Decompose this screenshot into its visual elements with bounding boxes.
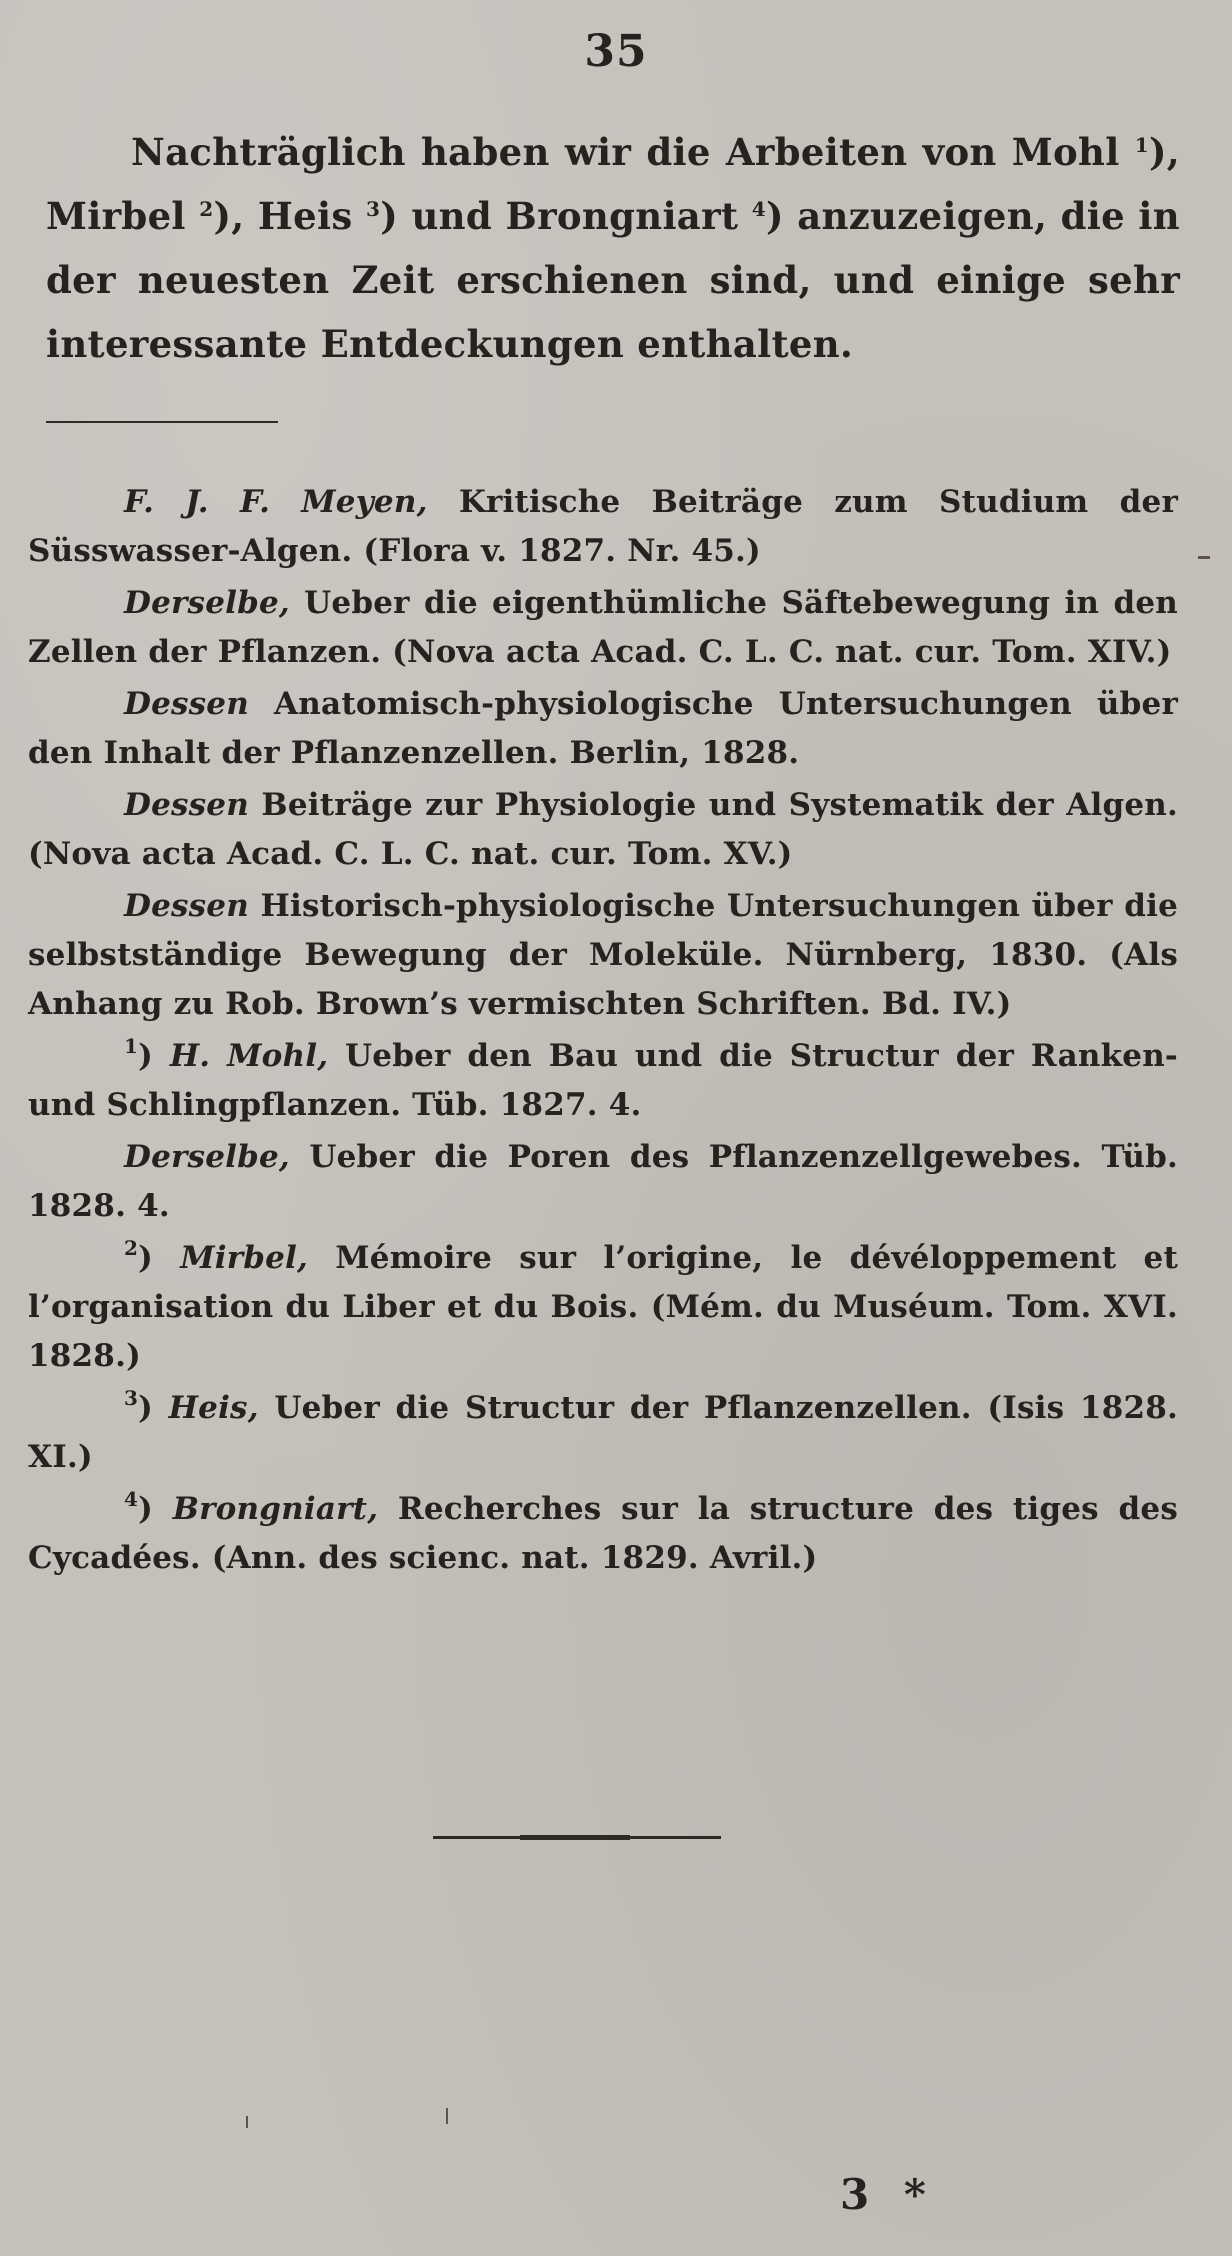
footnote-ref-3: 3	[365, 197, 381, 221]
footnote-text: Mémoire sur l’origine, le dévéloppement et l’organisation du Liber et du Bois. (Mém. du Muséum. Tom. XVI. 1828.)	[28, 1240, 1178, 1374]
footnote-ref-2: 2	[199, 197, 214, 221]
footnote-entry	[28, 579, 1178, 677]
paper-speck	[246, 2116, 248, 2128]
footnote-author: Mirbel,	[180, 1240, 309, 1276]
footnote-author: F. J. F. Meyen,	[124, 484, 428, 520]
footnote-author: Dessen	[124, 686, 249, 722]
footnote-marker: 2	[124, 1236, 139, 1260]
footnote-entry	[28, 781, 1178, 879]
footnote-entry	[28, 882, 1178, 1029]
footnote-text: Ueber die eigenthümliche Säftebewegung in den Zellen der Pflanzen. (Nova acta Acad. C. L. C. nat. cur. Tom. XIV.)	[28, 585, 1178, 670]
footnote-entry: $^4$) Brongniart, Recherches sur la structure des tiges des Cycadées. (Ann. des scienc. nat. 1829. Avril.)	[28, 1487, 1178, 1576]
footnote-ref-4: 4	[751, 197, 766, 221]
footnotes-section	[28, 478, 1178, 1586]
footnote-entry	[28, 680, 1178, 778]
footnote-text: Beiträge zur Physiologie und Systematik der Algen. (Nova acta Acad. C. L. C. nat. cur. Tom. XV.)	[28, 787, 1178, 872]
main-text-part-1: Nachträglich haben wir die Arbeiten von Mohl	[131, 130, 1135, 174]
footnote-author: Derselbe,	[124, 1139, 290, 1175]
footnote-marker: 4	[124, 1487, 139, 1511]
footnote-text: Ueber den Bau und die Structur der Ranken- und Schlingpflanzen. Tüb. 1827. 4.	[28, 1038, 1178, 1123]
paper-speck	[1198, 556, 1210, 559]
main-text-part-4: ) und Brongniart	[380, 194, 752, 238]
footnote-author: Heis,	[168, 1390, 259, 1426]
signature-mark: 3 *	[840, 2170, 936, 2219]
footnote-entry	[28, 1133, 1178, 1231]
footnote-author: H. Mohl,	[169, 1038, 329, 1074]
footnote-divider	[46, 421, 278, 423]
footnote-entry: $^2$) Mirbel, Mémoire sur l’origine, le dévéloppement et l’organisation du Liber et du Bois. (Mém. du Muséum. Tom. XVI. 1828.)	[28, 1236, 1178, 1374]
footnote-author: Brongniart,	[172, 1491, 379, 1527]
main-paragraph	[46, 120, 1180, 376]
footnote-text: Ueber die Structur der Pflanzenzellen. (Isis 1828. XI.)	[28, 1390, 1178, 1475]
footnote-text: Historisch-physiologische Untersuchungen über die selbstständige Bewegung der Moleküle. Nürnberg, 1830. (Als Anhang zu Rob. Brown’s vermischten Schriften. Bd. IV.)	[28, 888, 1178, 1022]
page-number: 35	[584, 26, 648, 77]
footnote-marker: 3	[124, 1386, 139, 1410]
footnote-text: Ueber die Poren des Pflanzenzellgewebes. Tüb. 1828. 4.	[28, 1139, 1178, 1224]
paper-speck	[446, 2108, 448, 2124]
footnote-author: Dessen	[124, 787, 249, 823]
end-ornament-center	[520, 1835, 630, 1840]
main-text-part-2: ), Mirbel	[46, 130, 1180, 238]
footnote-text: Recherches sur la structure des tiges des Cycadées. (Ann. des scienc. nat. 1829. Avril.)	[28, 1491, 1178, 1576]
footnote-author: Dessen	[124, 888, 249, 924]
footnote-text: Anatomisch-physiologische Untersuchungen über den Inhalt der Pflanzenzellen. Berlin, 1828.	[28, 686, 1178, 771]
footnote-text: Kritische Beiträge zum Studium der Süsswasser-Algen. (Flora v. 1827. Nr. 45.)	[28, 484, 1178, 569]
footnote-entry: $^1$) H. Mohl, Ueber den Bau und die Structur der Ranken- und Schlingpflanzen. Tüb. 1827. 4.	[28, 1034, 1178, 1123]
main-text-part-5: ) anzuzeigen, die in der neuesten Zeit erschienen sind, und einige sehr interessante Entdeckungen enthalten.	[46, 194, 1180, 366]
footnote-entry: $^3$) Heis, Ueber die Structur der Pflanzenzellen. (Isis 1828. XI.)	[28, 1386, 1178, 1475]
footnote-author: Derselbe,	[124, 585, 290, 621]
footnote-marker: 1	[124, 1034, 139, 1058]
footnote-ref-1: 1	[1134, 133, 1149, 157]
footnote-entry	[28, 478, 1178, 576]
main-text-part-3: ), Heis	[213, 194, 366, 238]
